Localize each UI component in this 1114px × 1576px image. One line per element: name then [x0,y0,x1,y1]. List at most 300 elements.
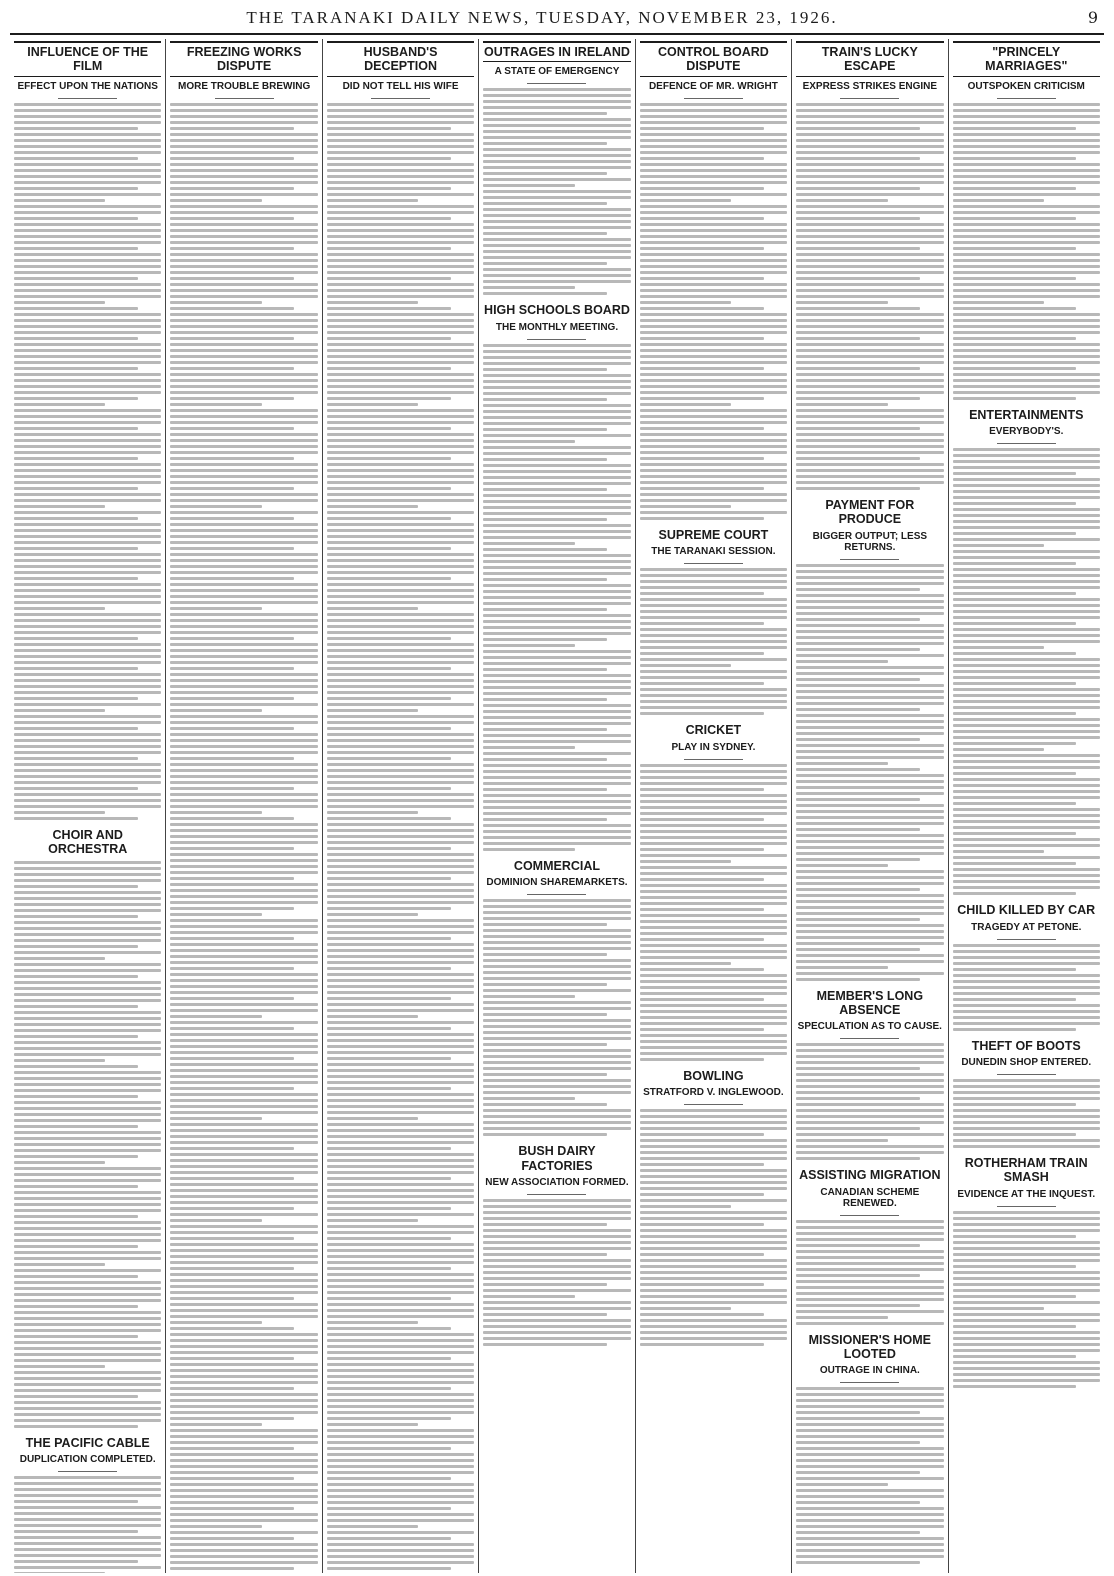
text-line-placeholder [483,166,630,169]
text-line-placeholder [953,986,1100,989]
text-line-placeholder [796,1316,887,1319]
text-line-placeholder [170,643,317,646]
article-deck: DUPLICATION COMPLETED. [19,1453,156,1465]
text-line-placeholder [953,265,1100,268]
text-line-placeholder [796,588,920,591]
text-line-placeholder [483,1343,607,1346]
text-line-placeholder [170,1369,317,1372]
text-line-placeholder [640,391,787,394]
text-line-placeholder [483,848,574,851]
text-line-placeholder [796,409,943,412]
text-line-placeholder [170,319,317,322]
text-line-placeholder [640,1022,787,1025]
text-line-placeholder [953,127,1077,130]
text-line-placeholder [796,648,920,651]
text-line-placeholder [953,1283,1100,1286]
column-1 [10,39,166,1573]
text-line-placeholder [483,917,630,920]
text-line-placeholder [170,391,317,394]
text-line-placeholder [14,601,161,604]
article-deck: EVIDENCE AT THE INQUEST. [957,1188,1096,1200]
text-line-placeholder [170,583,317,586]
text-line-placeholder [483,1055,630,1058]
text-line-placeholder [14,631,161,634]
text-line-placeholder [796,1298,943,1301]
text-line-placeholder [170,1009,317,1012]
text-line-placeholder [483,434,630,437]
text-line-placeholder [796,451,943,454]
text-line-placeholder [640,169,787,172]
text-line-placeholder [640,652,764,655]
text-line-placeholder [170,1537,294,1540]
text-line-placeholder [14,933,161,936]
text-line-placeholder [170,481,317,484]
text-line-placeholder [483,578,607,581]
text-line-placeholder [170,229,317,232]
article-headline: HUSBAND'S DECEPTION [327,41,474,77]
text-line-placeholder [170,175,317,178]
text-line-placeholder [14,769,161,772]
text-line-placeholder [170,769,317,772]
text-line-placeholder [796,966,887,969]
text-line-placeholder [170,457,294,460]
text-line-placeholder [483,458,607,461]
text-line-placeholder [14,1554,161,1557]
text-line-placeholder [327,403,418,406]
text-line-placeholder [483,1205,630,1208]
text-line-placeholder [483,740,630,743]
text-line-placeholder [483,1247,630,1250]
text-line-placeholder [14,649,161,652]
divider [527,339,586,340]
text-line-placeholder [170,853,317,856]
text-line-placeholder [483,788,607,791]
text-line-placeholder [483,650,630,653]
text-line-placeholder [796,1286,943,1289]
text-line-placeholder [483,130,630,133]
text-line-placeholder [170,589,317,592]
text-line-placeholder [14,301,105,304]
article-body [170,103,317,1573]
divider [840,98,899,99]
text-line-placeholder [640,1109,787,1112]
text-line-placeholder [483,668,607,671]
text-line-placeholder [483,512,630,515]
text-line-placeholder [327,1375,474,1378]
text-line-placeholder [953,1385,1077,1388]
text-line-placeholder [483,1313,607,1316]
text-line-placeholder [796,1555,943,1558]
text-line-placeholder [170,1519,317,1522]
text-line-placeholder [170,859,317,862]
text-line-placeholder [640,706,787,709]
text-line-placeholder [327,607,418,610]
article-deck: DUNEDIN SHOP ENTERED. [961,1056,1092,1068]
text-line-placeholder [483,292,607,295]
text-line-placeholder [796,475,943,478]
article-headline: BUSH DAIRY FACTORIES [518,1144,596,1173]
text-line-placeholder [14,1536,161,1539]
text-line-placeholder [953,151,1100,154]
text-line-placeholder [170,469,317,472]
text-line-placeholder [14,1233,161,1236]
divider [997,939,1056,940]
text-line-placeholder [170,1111,317,1114]
article-body [953,103,1100,400]
text-line-placeholder [170,1255,317,1258]
text-line-placeholder [327,181,474,184]
text-line-placeholder [327,685,474,688]
text-line-placeholder [14,1185,138,1188]
text-line-placeholder [953,550,1100,553]
text-line-placeholder [14,709,105,712]
text-line-placeholder [327,847,451,850]
text-line-placeholder [14,1071,161,1074]
text-line-placeholder [796,289,943,292]
text-line-placeholder [796,810,943,813]
text-line-placeholder [483,716,630,719]
text-line-placeholder [170,1381,317,1384]
text-line-placeholder [170,1033,317,1036]
divider [684,1104,743,1105]
text-line-placeholder [483,632,630,635]
article-headline: ENTERTAINMENTS [969,407,1084,422]
text-line-placeholder [170,283,317,286]
text-line-placeholder [640,694,787,697]
text-line-placeholder [953,223,1100,226]
text-line-placeholder [640,788,764,791]
article-deck: A STATE OF EMERGENCY [494,66,620,78]
text-line-placeholder [327,955,474,958]
text-line-placeholder [640,133,787,136]
text-line-placeholder [483,728,607,731]
text-line-placeholder [170,715,317,718]
text-line-placeholder [796,606,943,609]
text-line-placeholder [14,109,161,112]
text-line-placeholder [483,959,630,962]
text-line-placeholder [14,625,161,628]
text-line-placeholder [953,145,1100,148]
text-line-placeholder [14,1287,161,1290]
text-line-placeholder [796,469,943,472]
text-line-placeholder [796,582,943,585]
text-line-placeholder [170,325,317,328]
text-line-placeholder [483,764,630,767]
text-line-placeholder [327,583,474,586]
text-line-placeholder [640,1247,787,1250]
text-line-placeholder [327,829,474,832]
text-line-placeholder [327,211,474,214]
text-line-placeholder [170,211,317,214]
text-line-placeholder [483,184,574,187]
text-line-placeholder [796,277,920,280]
text-line-placeholder [640,1115,787,1118]
text-line-placeholder [796,744,943,747]
text-line-placeholder [170,805,317,808]
text-line-placeholder [953,998,1077,1001]
text-line-placeholder [14,469,161,472]
text-line-placeholder [796,1103,943,1106]
text-line-placeholder [483,416,630,419]
text-line-placeholder [483,686,630,689]
text-line-placeholder [170,847,294,850]
text-line-placeholder [796,1531,920,1534]
text-line-placeholder [796,1399,943,1402]
text-line-placeholder [170,1291,317,1294]
text-line-placeholder [483,398,607,401]
text-line-placeholder [640,842,787,845]
text-line-placeholder [953,367,1077,370]
text-line-placeholder [327,1285,474,1288]
text-line-placeholder [953,349,1100,352]
text-line-placeholder [796,858,920,861]
text-line-placeholder [796,1549,943,1552]
article-headline: INFLUENCE OF THE FILM [14,41,161,77]
text-line-placeholder [640,872,787,875]
text-line-placeholder [170,763,317,766]
text-line-placeholder [796,157,920,160]
text-line-placeholder [170,793,317,796]
text-line-placeholder [796,642,943,645]
text-line-placeholder [170,1441,317,1444]
text-line-placeholder [14,1323,161,1326]
text-line-placeholder [796,1537,943,1540]
text-line-placeholder [327,823,474,826]
text-line-placeholder [170,463,317,466]
text-line-placeholder [170,1021,317,1024]
text-line-placeholder [14,313,161,316]
text-line-placeholder [327,1177,451,1180]
text-line-placeholder [953,496,1100,499]
text-line-placeholder [327,739,474,742]
text-line-placeholder [640,493,787,496]
text-line-placeholder [483,953,607,956]
text-line-placeholder [796,1115,943,1118]
text-line-placeholder [327,1213,474,1216]
text-line-placeholder [953,1016,1100,1019]
text-line-placeholder [170,433,317,436]
text-line-placeholder [14,1401,161,1404]
text-line-placeholder [483,977,630,980]
text-line-placeholder [483,770,630,773]
text-line-placeholder [640,241,787,244]
text-line-placeholder [483,190,630,193]
text-line-placeholder [953,133,1100,136]
text-line-placeholder [640,385,787,388]
text-line-placeholder [170,475,317,478]
text-line-placeholder [327,1381,474,1384]
text-line-placeholder [796,133,943,136]
text-line-placeholder [14,115,161,118]
text-line-placeholder [170,313,317,316]
text-line-placeholder [327,1159,474,1162]
text-line-placeholder [483,274,630,277]
text-line-placeholder [796,1049,943,1052]
text-line-placeholder [796,1501,920,1504]
text-line-placeholder [327,205,474,208]
text-line-placeholder [953,199,1044,202]
text-line-placeholder [327,1195,474,1198]
text-line-placeholder [640,986,787,989]
text-line-placeholder [170,571,317,574]
text-line-placeholder [170,943,317,946]
text-line-placeholder [327,985,474,988]
text-line-placeholder [327,805,474,808]
text-line-placeholder [640,1016,787,1019]
text-line-placeholder [953,1103,1077,1106]
text-line-placeholder [640,824,787,827]
text-line-placeholder [170,1207,294,1210]
text-line-placeholder [14,1311,161,1314]
text-line-placeholder [796,1435,943,1438]
text-line-placeholder [327,499,474,502]
text-line-placeholder [483,899,630,902]
text-line-placeholder [640,1175,787,1178]
text-line-placeholder [640,1163,764,1166]
text-line-placeholder [483,626,630,629]
text-line-placeholder [640,1325,787,1328]
text-line-placeholder [170,349,317,352]
text-line-placeholder [327,859,474,862]
text-line-placeholder [14,781,161,784]
text-line-placeholder [14,1560,138,1563]
text-line-placeholder [953,1127,1100,1130]
text-line-placeholder [14,1518,161,1521]
text-line-placeholder [796,187,920,190]
text-line-placeholder [14,1353,161,1356]
text-line-placeholder [483,656,630,659]
article-headline: BOWLING [683,1068,744,1083]
text-line-placeholder [953,886,1100,889]
text-line-placeholder [327,115,474,118]
text-line-placeholder [796,780,943,783]
text-line-placeholder [170,289,317,292]
text-line-placeholder [327,1477,451,1480]
text-line-placeholder [953,586,1100,589]
text-line-placeholder [953,181,1100,184]
text-line-placeholder [640,794,787,797]
text-line-placeholder [327,103,474,106]
text-line-placeholder [14,607,105,610]
text-line-placeholder [483,1085,630,1088]
text-line-placeholder [14,361,161,364]
text-line-placeholder [327,1399,474,1402]
text-line-placeholder [327,643,474,646]
text-line-placeholder [953,712,1077,715]
text-line-placeholder [327,1273,474,1276]
text-line-placeholder [170,1051,317,1054]
text-line-placeholder [796,361,943,364]
text-line-placeholder [483,476,630,479]
text-line-placeholder [796,481,943,484]
text-line-placeholder [170,337,294,340]
text-line-placeholder [170,559,317,562]
text-line-placeholder [640,367,764,370]
text-line-placeholder [14,721,161,724]
text-line-placeholder [14,373,161,376]
text-line-placeholder [640,235,787,238]
text-line-placeholder [14,1221,161,1224]
text-line-placeholder [953,718,1100,721]
text-line-placeholder [483,734,630,737]
text-line-placeholder [170,1363,317,1366]
article-headline: THE PACIFIC CABLE [25,1435,150,1450]
text-line-placeholder [796,169,943,172]
text-line-placeholder [796,1525,943,1528]
text-line-placeholder [796,894,943,897]
text-line-placeholder [327,1153,474,1156]
text-line-placeholder [483,710,630,713]
text-line-placeholder [170,1045,317,1048]
text-line-placeholder [14,1329,161,1332]
text-line-placeholder [796,678,920,681]
text-line-placeholder [796,702,943,705]
text-line-placeholder [640,1145,787,1148]
text-line-placeholder [640,139,787,142]
text-line-placeholder [796,229,943,232]
text-line-placeholder [796,433,943,436]
text-line-placeholder [170,841,317,844]
text-line-placeholder [327,1525,418,1528]
text-line-placeholder [327,1111,474,1114]
text-line-placeholder [953,109,1100,112]
text-line-placeholder [327,817,451,820]
text-line-placeholder [953,664,1100,667]
text-line-placeholder [483,136,630,139]
text-line-placeholder [170,913,261,916]
column-5 [636,39,792,1573]
text-line-placeholder [640,884,787,887]
text-line-placeholder [327,1549,474,1552]
text-line-placeholder [327,997,451,1000]
text-line-placeholder [640,604,787,607]
text-line-placeholder [483,88,630,91]
text-line-placeholder [953,484,1100,487]
text-line-placeholder [640,1052,787,1055]
article-headline: COMMERCIAL [513,858,601,873]
text-line-placeholder [640,343,787,346]
text-line-placeholder [640,115,787,118]
text-line-placeholder [14,139,161,142]
text-line-placeholder [953,1307,1044,1310]
text-line-placeholder [953,1121,1100,1124]
text-line-placeholder [483,1025,630,1028]
article-body [953,1211,1100,1388]
article-deck: EVERYBODY'S. [989,426,1064,438]
text-line-placeholder [796,1133,943,1136]
text-line-placeholder [327,595,474,598]
text-line-placeholder [796,1274,920,1277]
text-line-placeholder [640,878,764,881]
text-line-placeholder [14,957,105,960]
text-line-placeholder [14,891,161,894]
article-deck: DOMINION SHAREMARKETS. [486,877,628,889]
text-line-placeholder [953,1115,1100,1118]
text-line-placeholder [953,880,1100,883]
text-line-placeholder [953,1241,1100,1244]
text-line-placeholder [953,1229,1100,1232]
text-line-placeholder [640,782,787,785]
text-line-placeholder [483,1259,630,1262]
text-line-placeholder [796,127,920,130]
text-line-placeholder [170,1471,317,1474]
text-line-placeholder [170,997,294,1000]
text-line-placeholder [953,574,1100,577]
text-line-placeholder [14,1530,138,1533]
text-line-placeholder [327,319,474,322]
text-line-placeholder [953,121,1100,124]
text-line-placeholder [14,1281,161,1284]
